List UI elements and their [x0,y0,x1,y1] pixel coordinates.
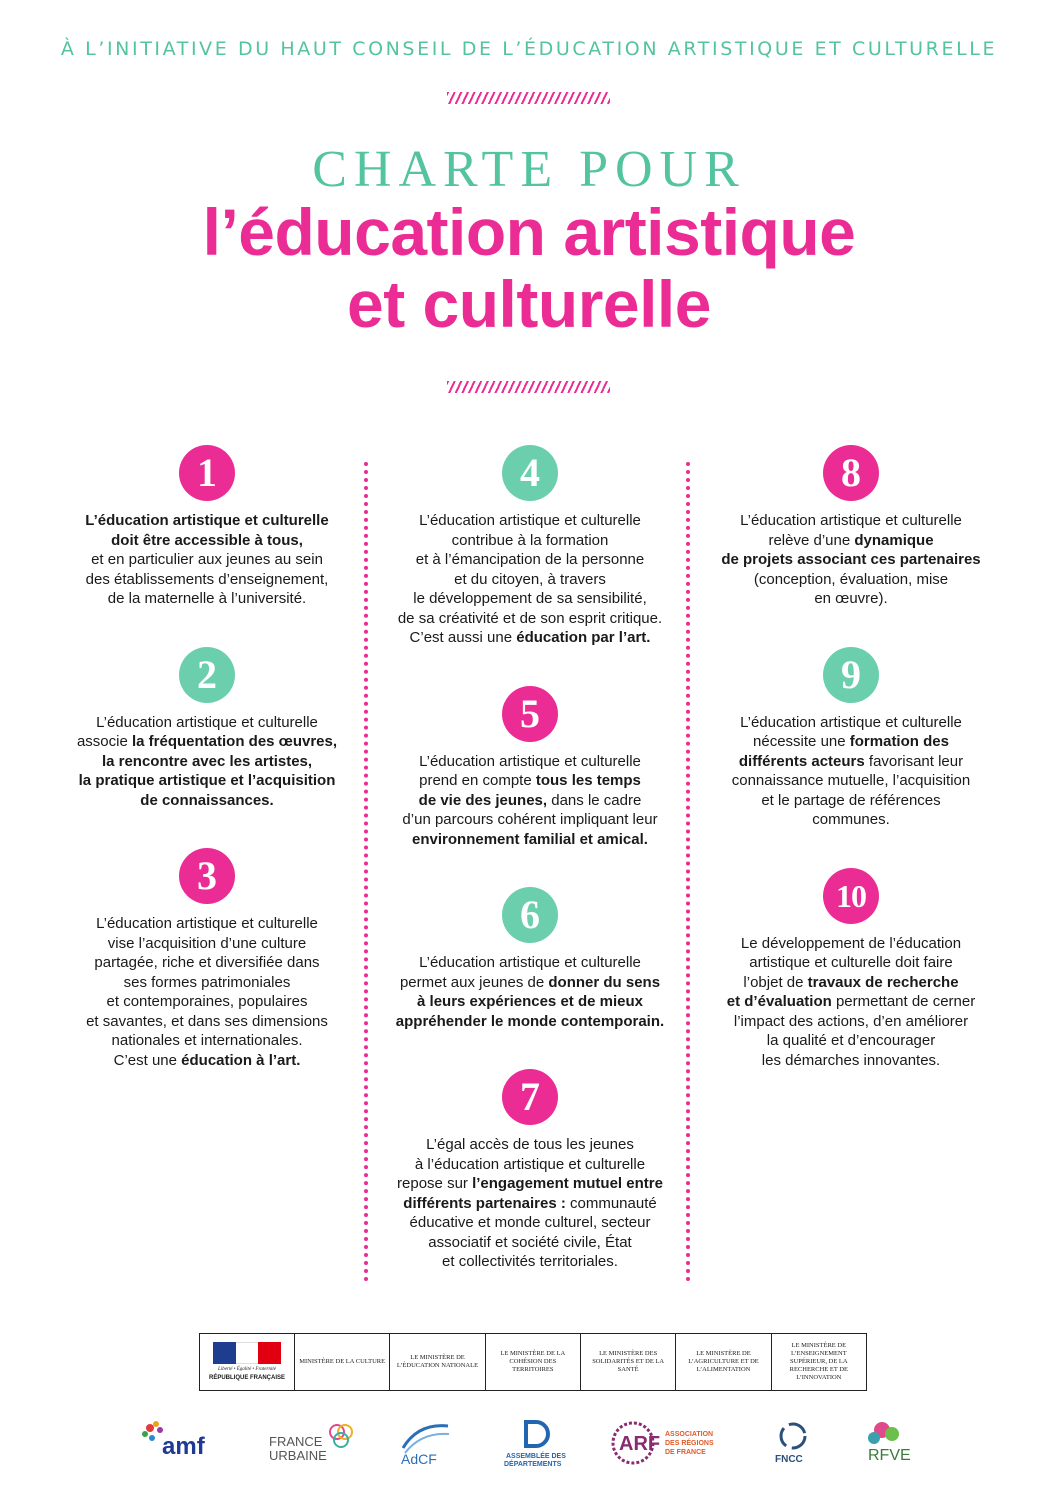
svg-text:amf: amf [162,1432,205,1460]
column-2 [365,445,695,1272]
hatch-divider-bottom [447,381,610,393]
charter-item-4 [365,445,695,648]
column-3 [686,445,1016,1070]
number-badge-6: 6 [502,887,558,943]
svg-text:ARF: ARF [618,1432,660,1455]
charter-text-6: L’éducation artistique et culturelle permet aux jeunes de donner du sens à leurs expériences et de mieux appréhender le monde contemporain. [395,954,665,1030]
number-badge-8: 8 [823,445,879,501]
charter-item-10 [686,868,1016,1071]
charter-item-1 [42,445,372,609]
charter-text-8: L’éducation artistique et culturelle relève d’une dynamique de projets associant ces partenaires (conception, évaluation, mise en œuvre). [721,512,981,607]
departements-icon [500,1418,570,1468]
hatch-divider-top [447,92,610,104]
charter-item-2 [42,647,372,811]
france-urbaine-logo [267,1420,357,1466]
svg-text:DÉPARTEMENTS: DÉPARTEMENTS [503,1460,562,1468]
svg-text:URBAINE: URBAINE [268,1447,327,1463]
title-line-2: et culturelle [347,267,711,341]
title-line-1: l’éducation artistique [202,195,856,269]
svg-text:FRANCE: FRANCE [268,1433,323,1449]
number-badge-3: 3 [179,848,235,904]
charter-text-5: L’éducation artistique et culturelle prend en compte tous les temps de vie des jeunes, dans le cadre d’un parcours cohérent impliquant leur environnement familial et amical. [402,752,658,848]
amf-icon [140,1420,230,1466]
svg-text:ASSOCIATION: ASSOCIATION [664,1430,713,1438]
charter-item-5 [365,686,695,850]
charter-text-10: Le développement de l’éducation artistique et culturelle doit faire l’objet de travaux de recherche et d’évaluation permettant de cerner l’impact des actions, d’en améliorer la qualité et d’encourager les démarches innovantes. [726,934,976,1069]
initiative-line: À L’INITIATIVE DU HAUT CONSEIL DE L’ÉDUCATION ARTISTIQUE ET CULTURELLE [60,38,998,60]
republic-name: RÉPUBLIQUE FRANÇAISE [208,1375,285,1381]
charter-item-8 [686,445,1016,609]
column-1 [42,445,372,1070]
charter-text-7: L’égal accès de tous les jeunes à l’éducation artistique et culturelle repose sur l’engagement mutuel entre différents partenaires : communauté éducative et monde culturel, secteur associatif et société civile, État et collectivités territoriales. [397,1136,663,1270]
charter-text-4: L’éducation artistique et culturelle contribue à la formation et à l’émancipation de la personne et du citoyen, à travers le développement de sa sensibilité, de sa créativité et de son esprit critique. C’est aussi une éducation par l’art. [397,512,663,646]
svg-text:FNCC: FNCC [775,1453,804,1465]
ministry-culture: MINISTÈRE DE LA CULTURE [294,1334,389,1390]
charter-item-9 [686,647,1016,830]
adcf-icon [393,1418,463,1468]
french-flag-icon [213,1342,281,1364]
republique-francaise-logo [200,1334,294,1390]
charter-item-7 [365,1069,695,1272]
number-badge-7: 7 [502,1069,558,1125]
ministry-territoires: LE MINISTÈRE DE LA COHÉSION DES TERRITOIRES [485,1334,580,1390]
number-badge-1: 1 [179,445,235,501]
charter-text-3: L’éducation artistique et culturelle vise l’acquisition d’une culture partagée, riche et diversifiée dans ses formes patrimoniales et contemporaines, populaires et savantes, et dans ses dimensions nationales et internationales. C’est une éducation à l’art. [86,915,328,1069]
number-badge-2: 2 [179,647,235,703]
svg-text:DE FRANCE: DE FRANCE [664,1448,706,1456]
charter-item-6 [365,887,695,1031]
svg-text:ASSEMBLÉE DES: ASSEMBLÉE DES [505,1452,566,1460]
partner-logos [140,1410,920,1475]
amf-logo [140,1420,230,1466]
number-badge-10: 10 [823,868,879,924]
ministry-enseignement-superieur: LE MINISTÈRE DE L’ENSEIGNEMENT SUPÉRIEUR, DE LA RECHERCHE ET DE L’INNOVATION [771,1334,866,1390]
arf-icon [607,1418,727,1468]
svg-text:DES RÉGIONS: DES RÉGIONS [664,1439,714,1447]
charter-text-9: L’éducation artistique et culturelle nécessite une formation des différents acteurs favorisant leur connaissance mutuelle, l’acquisition et le partage de références communes. [731,713,971,828]
rfve-icon [860,1418,920,1468]
ministry-agriculture: LE MINISTÈRE DE L’AGRICULTURE ET DE L’ALIMENTATION [675,1334,770,1390]
ministry-education: LE MINISTÈRE DE L’ÉDUCATION NATIONALE [389,1334,484,1390]
svg-text:RFVE: RFVE [867,1446,911,1464]
rfve-logo [860,1418,920,1468]
ministry-sante: LE MINISTÈRE DES SOLIDARITÉS ET DE LA SANTÉ [580,1334,675,1390]
departements-de-france-logo [500,1418,570,1468]
number-badge-4: 4 [502,445,558,501]
adcf-logo [393,1418,463,1468]
republic-motto: Liberté • Égalité • Fraternité [218,1367,276,1372]
france-urbaine-icon [267,1420,357,1466]
arf-logo [607,1418,727,1468]
title-charte-pour: CHARTE POUR [312,141,746,198]
charter-item-3 [42,848,372,1070]
title-main [0,196,1058,340]
charter-text-1: L’éducation artistique et culturelle doit être accessible à tous, et en particulier aux jeunes au sein des établissements d’enseignement, de la maternelle à l’université. [85,512,329,607]
number-badge-9: 9 [823,647,879,703]
ministries-bar [199,1333,867,1391]
fncc-icon [763,1418,823,1468]
fncc-logo [763,1418,823,1468]
number-badge-5: 5 [502,686,558,742]
svg-text:AdCF: AdCF [401,1450,438,1467]
charter-text-2: L’éducation artistique et culturelle associe la fréquentation des œuvres, la rencontre avec les artistes, la pratique artistique et l’acquisition de connaissances. [76,713,338,809]
